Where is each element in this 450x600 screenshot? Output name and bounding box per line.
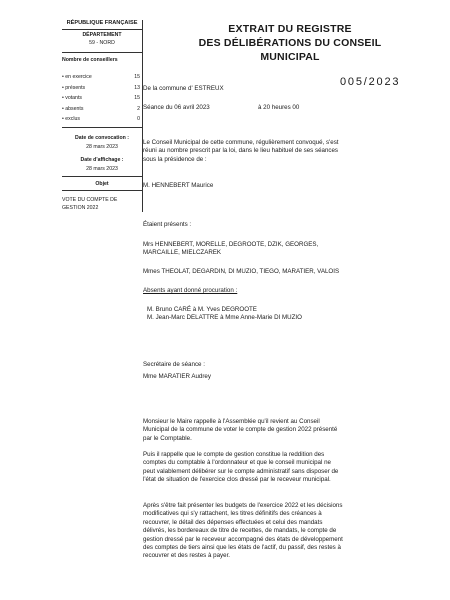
title-line: MUNICIPAL [260,51,320,63]
text-line: des comptes de tiers ainsi que les états de l'actif, du passif, des restes à [143,544,341,552]
intro-text [143,139,393,164]
paragraph-3 [143,502,393,561]
paragraph-2 [143,451,393,485]
count-row [62,83,140,94]
presents-label: Étaient présents : [143,221,192,228]
text-line: comptes du comptable à l'ordonnateur et que le conseil municipal ne [143,459,331,467]
text-line: l'état de situation de l'exercice clos dressé par le receveur municipal. [143,476,331,484]
count-row [62,114,140,125]
text-line: réuni au nombre prescrit par la loi, dans le lieu habituel de ses séances [143,147,339,155]
paragraph-1 [143,418,393,443]
divider [62,176,142,177]
procuration-list [147,306,397,323]
text-line: Monsieur le Maire rappelle à l'Assemblée qu'il revient au Conseil [143,418,320,425]
divider [62,29,142,30]
text-line: Après s'être fait présenter les budgets de l'exercice 2022 et les décisions [143,502,343,509]
text-line: Municipal de la commune de voter le compte de gestion 2022 présenté [143,426,338,434]
count-value: 13 [134,84,140,91]
deliberation-number: 005/2023 [340,76,401,88]
count-value: 15 [134,74,140,80]
count-value: 15 [134,95,140,101]
text-line: MARCAILLE, MIELCZAREK [143,249,222,257]
text-line: sous la présidence de : [143,155,207,163]
text-line: Puis il rappelle que le compte de gestion constitue la reddition des [143,451,325,458]
seance-time: à 20 heures 00 [258,104,300,111]
objet-line: VOTE DU COMPTE DE [62,197,118,203]
convocation-label: Date de convocation : [75,135,129,141]
secretaire-name: Mme MARATIER Audrey [143,373,211,380]
divider [62,127,142,128]
text-line: recouvrer et des restes à payer. [143,552,231,560]
department-value: 59 - NORD [89,40,115,46]
text-line: recouvrer, le détail des dépenses effectuées et celui des mandats [143,518,323,526]
convocation-date: 28 mars 2023 [86,144,118,150]
count-value: 2 [137,105,140,112]
divider [62,52,142,53]
title-line: DES DÉLIBÉRATIONS DU CONSEIL [198,37,382,49]
counts-title: Nombre de conseillers [62,57,118,63]
republic-label: RÉPUBLIQUE FRANÇAISE [66,20,138,26]
text-line: Mrs HENNEBERT, MORELLE, DEGROOTE, DZIK, GEORGES, [143,241,319,248]
count-row [62,93,140,104]
count-row [62,104,140,115]
text-line: délivrés, les bordereaux de titre de recettes, de mandats, le compte de [143,527,337,535]
text-line: M. Bruno CARÉ à M. Yves DEGROOTE [147,306,257,313]
text-line: gestion dressé par le receveur accompagné des états de développement [143,535,343,543]
secretaire-label: Secrétaire de séance : [143,361,205,368]
text-line: peut valablement délibérer sur le compte administratif sans disposer de [143,467,339,475]
objet-line: GESTION 2022 [62,205,99,211]
document-title [180,22,400,64]
text-line: modificatives qui s'y rattachent, les titres définitifs des créances à [143,510,322,518]
department-label: DÉPARTEMENT [82,32,122,38]
president: M. HENNEBERT Maurice [143,182,214,189]
count-label: • présents [62,84,86,91]
presents-list [143,241,393,258]
count-label: • absents [62,105,84,112]
affichage-date: 28 mars 2023 [86,166,118,172]
count-value: 0 [137,116,140,122]
text-line: par le Comptable. [143,434,192,442]
divider [62,190,142,191]
presents-list-women: Mmes THEOLAT, DEGARDIN, DI MUZIO, TIEGO, MARATIER, VALOIS [143,268,340,275]
affichage-label: Date d'affichage : [80,157,124,163]
count-label: • votants [62,95,82,101]
text-line: M. Jean-Marc DELATTRE à Mme Anne-Marie DI MUZIO [147,314,302,322]
count-row [62,72,140,83]
count-label: • exclus [62,116,80,122]
seance-date: Séance du 06 avril 2023 [143,104,210,111]
procuration-label: Absents ayant donné procuration : [143,287,238,294]
count-label: • en exercice [62,74,92,80]
councillor-counts [62,72,140,125]
commune: De la commune d' ESTREUX [143,85,224,92]
objet-label: Objet [95,181,109,187]
title-line: EXTRAIT DU REGISTRE [228,23,352,35]
text-line: Le Conseil Municipal de cette commune, régulièrement convoqué, s'est [143,139,339,146]
